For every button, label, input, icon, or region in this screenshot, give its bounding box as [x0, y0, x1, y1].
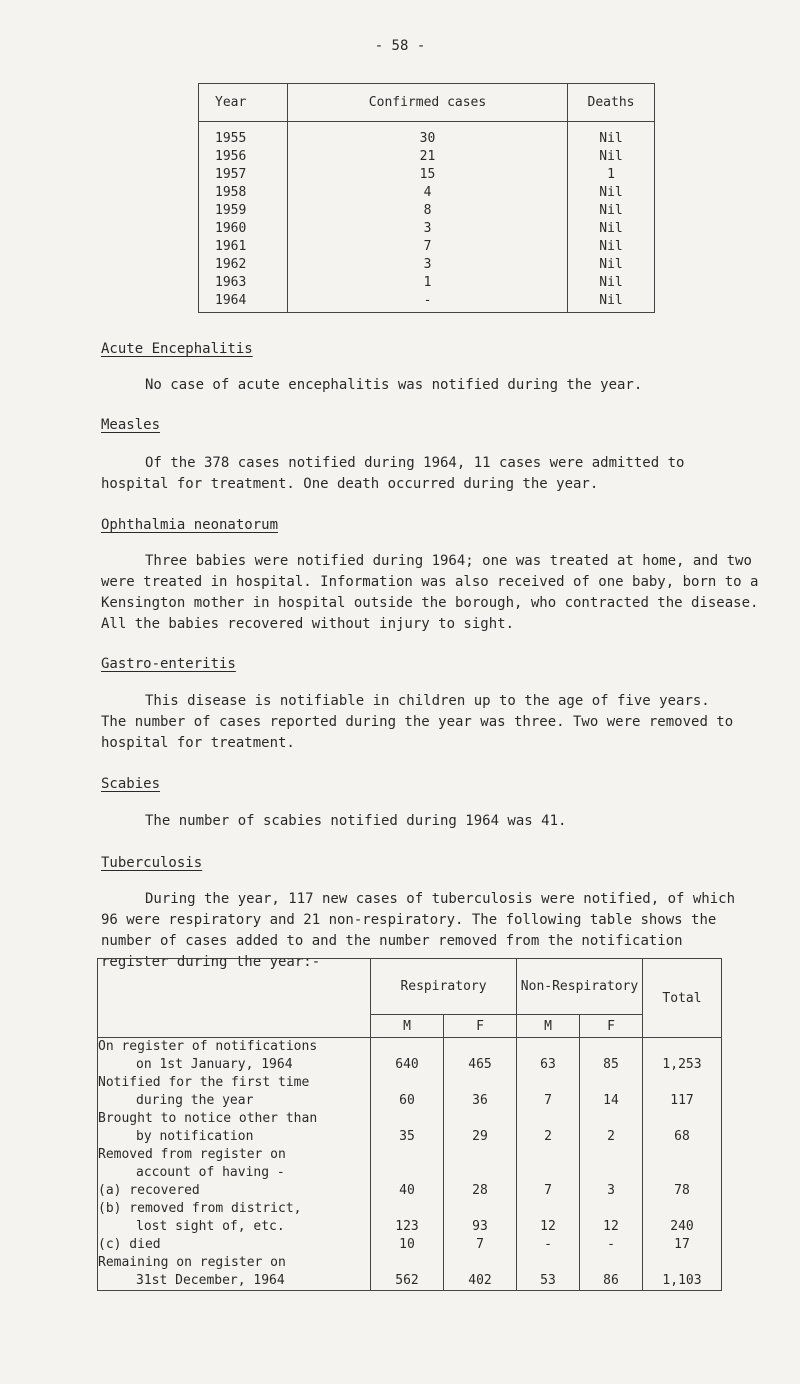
- resp-m-cell: 10: [371, 1236, 444, 1254]
- resp-m-cell: 562: [371, 1254, 444, 1291]
- deaths-cell: Nil: [568, 184, 655, 202]
- confirmed-cell: 1: [288, 274, 568, 292]
- resp-f-cell: 36: [444, 1074, 517, 1110]
- table-row: [199, 148, 655, 166]
- row-label: Notified for the first time during the year: [98, 1074, 371, 1110]
- deaths-cell: Nil: [568, 122, 655, 149]
- confirmed-cell: 30: [288, 122, 568, 149]
- resp-f-cell: 465: [444, 1038, 517, 1075]
- table-row: [98, 1200, 722, 1236]
- page-number: - 58 -: [374, 38, 426, 54]
- year-cell: 1955: [199, 122, 288, 149]
- confirmed-cell: 3: [288, 256, 568, 274]
- heading-ophthalmia: Ophthalmia neonatorum: [101, 517, 279, 533]
- col-header-respiratory: Respiratory: [371, 959, 517, 1015]
- deaths-cell: Nil: [568, 148, 655, 166]
- deaths-cell: Nil: [568, 292, 655, 313]
- deaths-cell: Nil: [568, 256, 655, 274]
- nonresp-m-cell: 7: [517, 1074, 580, 1110]
- table-row: [199, 202, 655, 220]
- nonresp-f-cell: 2: [580, 1110, 643, 1146]
- table-row: [98, 1038, 722, 1075]
- year-cell: 1961: [199, 238, 288, 256]
- resp-f-cell: 29: [444, 1110, 517, 1146]
- confirmed-cell: 3: [288, 220, 568, 238]
- table-row: [98, 1146, 722, 1182]
- deaths-cell: Nil: [568, 220, 655, 238]
- resp-f-cell: 7: [444, 1236, 517, 1254]
- col-header-nonresp-m: M: [517, 1015, 580, 1038]
- row-label: (b) removed from district, lost sight of, etc.: [98, 1200, 371, 1236]
- table-row: [199, 256, 655, 274]
- heading-tuberculosis: Tuberculosis: [101, 855, 203, 871]
- confirmed-cell: 4: [288, 184, 568, 202]
- col-header-non-respiratory: Non-Respiratory: [517, 959, 643, 1015]
- resp-f-cell: 28: [444, 1182, 517, 1200]
- nonresp-f-cell: 86: [580, 1254, 643, 1291]
- heading-scabies: Scabies: [101, 776, 161, 792]
- paragraph-ophthalmia: Three babies were notified during 1964; one was treated at home, and two were treated in hospital. Information was also received of one baby, born to a Kensington mother in hospital outside the borough, who contracted the disease. All the babies recovered without injury to sight.: [101, 553, 759, 632]
- col-header-resp-m: M: [371, 1015, 444, 1038]
- resp-m-cell: 40: [371, 1182, 444, 1200]
- table-row: [199, 184, 655, 202]
- table-row: [98, 1110, 722, 1146]
- deaths-cell: Nil: [568, 202, 655, 220]
- nonresp-m-cell: 2: [517, 1110, 580, 1146]
- paragraph-tuberculosis: During the year, 117 new cases of tuberculosis were notified, of which 96 were respiratory and 21 non-respiratory. The following table shows the number of cases added to and the number removed from the notification register during the year:-: [101, 891, 736, 970]
- total-cell: 78: [643, 1182, 722, 1200]
- row-label: (a) recovered: [98, 1182, 371, 1200]
- table-row: [199, 274, 655, 292]
- year-cell: 1964: [199, 292, 288, 313]
- nonresp-f-cell: 85: [580, 1038, 643, 1075]
- deaths-cell: Nil: [568, 274, 655, 292]
- heading-measles: Measles: [101, 417, 161, 433]
- nonresp-f-cell: 12: [580, 1200, 643, 1236]
- row-label: Brought to notice other than by notification: [98, 1110, 371, 1146]
- total-cell: 17: [643, 1236, 722, 1254]
- nonresp-f-cell: 3: [580, 1182, 643, 1200]
- nonresp-m-cell: 7: [517, 1182, 580, 1200]
- row-label: Removed from register on account of having -: [98, 1146, 371, 1182]
- table-header-row: [98, 959, 722, 1015]
- paragraph-measles: Of the 378 cases notified during 1964, 11 cases were admitted to hospital for treatment. One death occurred during the year.: [101, 455, 685, 492]
- confirmed-cell: 21: [288, 148, 568, 166]
- table-row: [98, 1254, 722, 1291]
- paragraph-scabies: The number of scabies notified during 1964 was 41.: [145, 813, 567, 829]
- total-cell: 1,253: [643, 1038, 722, 1075]
- resp-f-cell: 402: [444, 1254, 517, 1291]
- heading-gastro-enteritis: Gastro-enteritis: [101, 656, 236, 672]
- row-label: (c) died: [98, 1236, 371, 1254]
- row-label: Remaining on register on 31st December, 1964: [98, 1254, 371, 1291]
- nonresp-m-cell: 63: [517, 1038, 580, 1075]
- confirmed-cell: 7: [288, 238, 568, 256]
- nonresp-m-cell: 53: [517, 1254, 580, 1291]
- empty-cell: [643, 1146, 722, 1182]
- year-cell: 1962: [199, 256, 288, 274]
- total-cell: 68: [643, 1110, 722, 1146]
- deaths-cell: 1: [568, 166, 655, 184]
- nonresp-f-cell: -: [580, 1236, 643, 1254]
- resp-m-cell: 123: [371, 1200, 444, 1236]
- col-header-confirmed: Confirmed cases: [288, 84, 568, 122]
- year-cell: 1956: [199, 148, 288, 166]
- empty-cell: [580, 1146, 643, 1182]
- yearly-cases-table: [198, 83, 655, 313]
- col-header-deaths: Deaths: [568, 84, 655, 122]
- table-row: [98, 1074, 722, 1110]
- table-row: [199, 238, 655, 256]
- table-row: [199, 122, 655, 149]
- resp-m-cell: 35: [371, 1110, 444, 1146]
- empty-header-cell: [98, 959, 371, 1038]
- total-cell: 117: [643, 1074, 722, 1110]
- col-header-nonresp-f: F: [580, 1015, 643, 1038]
- table-row: [98, 1236, 722, 1254]
- resp-f-cell: 93: [444, 1200, 517, 1236]
- nonresp-m-cell: 12: [517, 1200, 580, 1236]
- table-row: [199, 292, 655, 313]
- col-header-total: Total: [643, 959, 722, 1038]
- empty-cell: [517, 1146, 580, 1182]
- col-header-resp-f: F: [444, 1015, 517, 1038]
- total-cell: 240: [643, 1200, 722, 1236]
- year-cell: 1957: [199, 166, 288, 184]
- nonresp-m-cell: -: [517, 1236, 580, 1254]
- year-cell: 1963: [199, 274, 288, 292]
- table-row: [199, 220, 655, 238]
- resp-m-cell: 60: [371, 1074, 444, 1110]
- nonresp-f-cell: 14: [580, 1074, 643, 1110]
- year-cell: 1958: [199, 184, 288, 202]
- table-row: [98, 1182, 722, 1200]
- table-row: [199, 166, 655, 184]
- heading-acute-encephalitis: Acute Encephalitis: [101, 341, 253, 357]
- resp-m-cell: 640: [371, 1038, 444, 1075]
- empty-cell: [371, 1146, 444, 1182]
- confirmed-cell: -: [288, 292, 568, 313]
- confirmed-cell: 15: [288, 166, 568, 184]
- year-cell: 1959: [199, 202, 288, 220]
- deaths-cell: Nil: [568, 238, 655, 256]
- tuberculosis-register-table: [97, 958, 722, 1291]
- total-cell: 1,103: [643, 1254, 722, 1291]
- paragraph-acute-encephalitis: No case of acute encephalitis was notified during the year.: [145, 377, 643, 393]
- year-cell: 1960: [199, 220, 288, 238]
- empty-cell: [444, 1146, 517, 1182]
- table-header-row: [199, 84, 655, 122]
- confirmed-cell: 8: [288, 202, 568, 220]
- paragraph-gastro-enteritis: This disease is notifiable in children up to the age of five years. The number of cases reported during the year was three. Two were removed to hospital for treatment.: [101, 693, 734, 751]
- row-label: On register of notifications on 1st January, 1964: [98, 1038, 371, 1075]
- col-header-year: Year: [199, 84, 288, 122]
